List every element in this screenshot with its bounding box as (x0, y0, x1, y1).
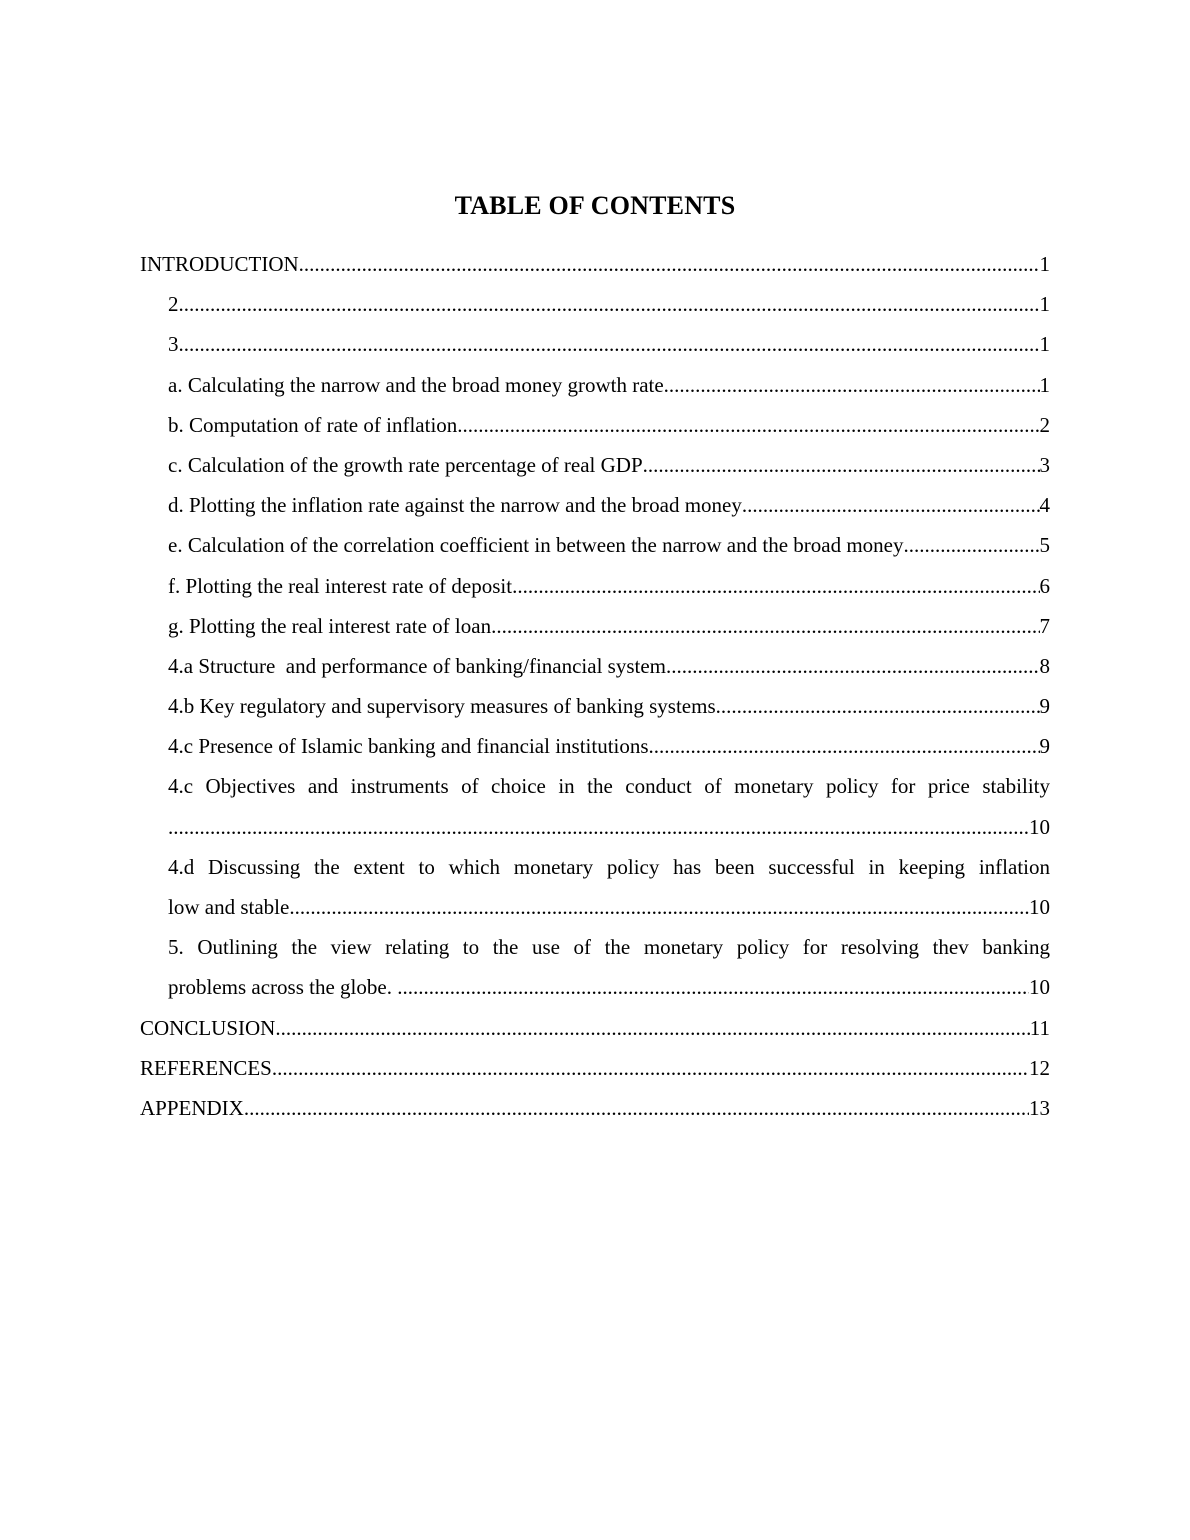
toc-page-number: 13 (1029, 1095, 1050, 1120)
toc-page-number: 1 (1039, 292, 1050, 317)
toc-leader-dots (512, 566, 1039, 606)
toc-leader-dots (299, 244, 1040, 284)
toc-leader-dots (168, 807, 1029, 847)
toc-leader-dots (244, 1088, 1029, 1128)
toc-page-number: 6 (1039, 573, 1050, 598)
toc-entry-c[interactable] (140, 445, 1050, 485)
toc-entry-b[interactable] (140, 405, 1050, 445)
toc-leader-dots (491, 606, 1039, 646)
toc-leader-dots (275, 1008, 1029, 1048)
toc-entry-label-line2: problems across the globe. (168, 975, 398, 1000)
toc-entry-d[interactable] (140, 485, 1050, 525)
toc-leader-dots (716, 686, 1040, 726)
toc-page-number: 9 (1039, 734, 1050, 759)
toc-entry-line2 (168, 887, 1050, 927)
toc-entry-label: APPENDIX (140, 1095, 244, 1120)
toc-entry-g[interactable] (140, 606, 1050, 646)
toc-leader-dots (649, 726, 1040, 766)
toc-entry-label: b. Computation of rate of inflation (168, 412, 458, 437)
toc-entry-e[interactable] (140, 525, 1050, 565)
toc-list (140, 244, 1050, 1128)
toc-entry-label: 4.b Key regulatory and supervisory measures of banking systems (168, 694, 716, 719)
toc-page-number: 3 (1039, 452, 1050, 477)
toc-leader-dots (457, 405, 1039, 445)
toc-entry-label: CONCLUSION (140, 1015, 276, 1040)
toc-entry-label-line1: 5. Outlining the view relating to the use of the monetary policy for resolving thev banking (168, 935, 1050, 960)
toc-page-number: 4 (1039, 493, 1050, 518)
toc-page-number: 9 (1039, 694, 1050, 719)
toc-entry-line2 (168, 967, 1050, 1007)
toc-entry-label: INTRODUCTION (140, 252, 299, 276)
toc-entry-3[interactable] (140, 324, 1050, 364)
toc-entry-label: d. Plotting the inflation rate against the narrow and the broad money (168, 493, 742, 518)
toc-leader-dots (397, 967, 1029, 1007)
toc-entry-4c-objectives[interactable] (140, 766, 1050, 846)
toc-entry-4c-islamic[interactable] (140, 726, 1050, 766)
toc-page-number: 1 (1039, 372, 1050, 397)
toc-page-number: 10 (1029, 895, 1050, 919)
toc-leader-dots (272, 1048, 1029, 1088)
toc-entry-f[interactable] (140, 566, 1050, 606)
toc-entry-introduction[interactable] (140, 244, 1050, 284)
toc-page-number: 11 (1029, 1015, 1050, 1040)
toc-entry-label: 4.a Structure and performance of banking/financial system (168, 653, 666, 678)
toc-entry-line2 (168, 807, 1050, 847)
toc-entry-label: 2 (168, 292, 179, 317)
toc-page-number: 8 (1039, 653, 1050, 678)
toc-leader-dots (742, 485, 1040, 525)
toc-entry-a[interactable] (140, 365, 1050, 405)
toc-entry-label: 3 (168, 332, 179, 357)
toc-leader-dots (664, 365, 1040, 405)
toc-leader-dots (179, 324, 1040, 364)
toc-entry-label: f. Plotting the real interest rate of deposit (168, 573, 513, 598)
toc-page-number: 5 (1039, 533, 1050, 558)
toc-page-number: 12 (1029, 1055, 1050, 1080)
toc-entry-2[interactable] (140, 284, 1050, 324)
toc-leader-dots (666, 646, 1040, 686)
toc-page-number: 2 (1039, 412, 1050, 437)
toc-entry-label: REFERENCES (140, 1055, 272, 1080)
toc-entry-references[interactable] (140, 1048, 1050, 1088)
toc-entry-label: e. Calculation of the correlation coefficient in between the narrow and the broad money (168, 533, 904, 558)
toc-entry-conclusion[interactable] (140, 1008, 1050, 1048)
toc-page-number: 10 (1029, 814, 1050, 839)
toc-entry-4d[interactable] (140, 847, 1050, 927)
toc-page-number: 1 (1039, 252, 1050, 276)
toc-entry-label-line1: 4.d Discussing the extent to which monetary policy has been successful in keeping inflation (168, 854, 1050, 879)
toc-leader-dots (643, 445, 1040, 485)
toc-leader-dots (289, 887, 1029, 927)
toc-entry-label-line1: 4.c Objectives and instruments of choice in the conduct of monetary policy for price stability (168, 774, 1050, 799)
toc-entry-label: g. Plotting the real interest rate of loan (168, 613, 492, 638)
toc-entry-4a[interactable] (140, 646, 1050, 686)
toc-entry-4b[interactable] (140, 686, 1050, 726)
toc-entry-label: a. Calculating the narrow and the broad money growth rate (168, 372, 664, 397)
toc-leader-dots (179, 284, 1040, 324)
toc-page-number: 1 (1039, 332, 1050, 357)
toc-entry-5[interactable] (140, 927, 1050, 1007)
toc-entry-label: 4.c Presence of Islamic banking and financial institutions (168, 734, 649, 759)
toc-entry-appendix[interactable] (140, 1088, 1050, 1128)
toc-entry-label-line2: low and stable (168, 895, 290, 919)
toc-page-number: 10 (1029, 975, 1050, 1000)
toc-title: TABLE OF CONTENTS (454, 191, 736, 220)
toc-leader-dots (904, 525, 1040, 565)
toc-entry-label: c. Calculation of the growth rate percentage of real GDP (168, 452, 643, 477)
toc-page-number: 7 (1039, 613, 1050, 638)
